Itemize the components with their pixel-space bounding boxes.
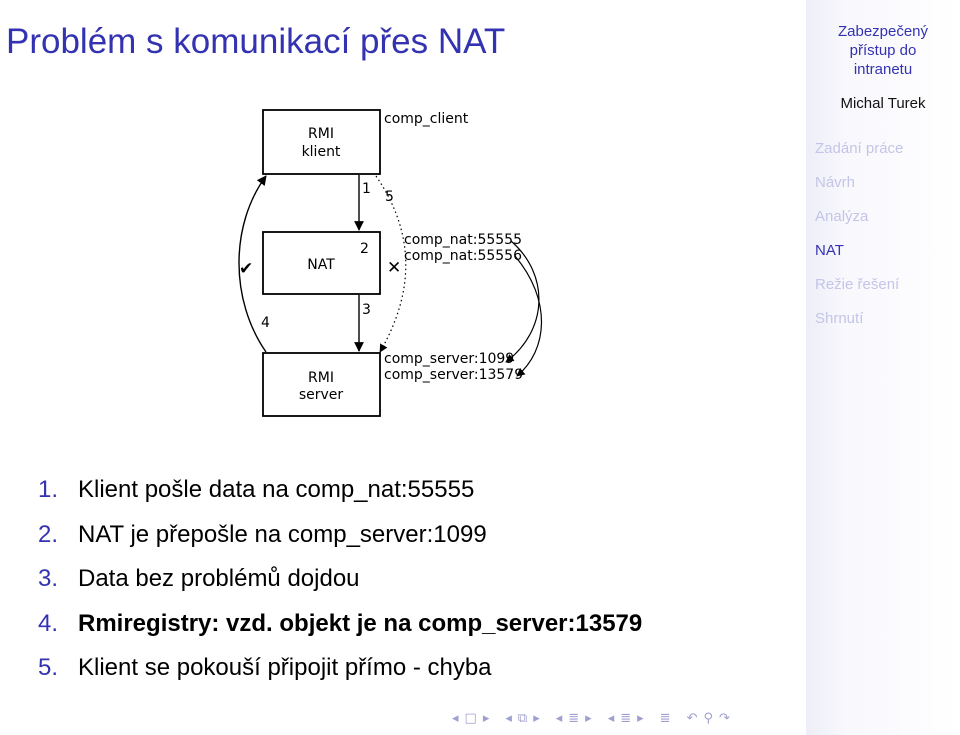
- list-item: [38, 476, 642, 521]
- nav-next-section-icon[interactable]: ▸: [585, 711, 592, 726]
- sidebar-item-nat[interactable]: NAT: [815, 242, 844, 259]
- list-item: [38, 610, 642, 655]
- step-label: 4: [261, 315, 270, 331]
- sidebar-item-zadani-prace[interactable]: Zadání práce: [815, 140, 904, 157]
- rmi-server-label: RMI: [308, 370, 334, 386]
- list-number: 3.: [38, 565, 59, 592]
- nav-section-icon[interactable]: ≣: [568, 711, 580, 726]
- step-label: 3: [362, 302, 371, 318]
- list-number: 2.: [38, 520, 59, 548]
- sidebar-item-rezie-reseni[interactable]: Režie řešení: [815, 276, 900, 293]
- comp-client-label: comp_client: [384, 111, 469, 127]
- list-item: [38, 654, 642, 699]
- nav-next-slide-icon[interactable]: ▸: [637, 711, 644, 726]
- nav-prev-section-icon[interactable]: ◂: [555, 711, 563, 726]
- check-mark: ✔: [239, 259, 254, 279]
- list-text: Klient se pokouší připojit přímo - chyba: [78, 654, 492, 681]
- nat-diagram: [230, 100, 560, 430]
- list-text: Rmiregistry: vzd. objekt je na comp_server:13579: [78, 609, 643, 637]
- nav-prev-frame-icon[interactable]: ◂: [452, 711, 459, 726]
- sidebar: [806, 0, 960, 735]
- nav-prev-subsection-icon[interactable]: ◂: [505, 711, 512, 726]
- step-label: 1: [362, 181, 371, 197]
- sidebar-item-shrnuti[interactable]: Shrnutí: [815, 310, 864, 327]
- sidebar-item-analyza[interactable]: Analýza: [815, 208, 869, 225]
- nav-frame-icon[interactable]: □: [464, 711, 477, 726]
- list-item: [38, 565, 642, 610]
- sidebar-title-line: Zabezpečený: [837, 23, 929, 40]
- list-text: Data bez problémů dojdou: [78, 565, 360, 592]
- sidebar-title-line: intranetu: [853, 61, 913, 78]
- rmi-client-label: RMI: [308, 126, 334, 142]
- comp-nat-port-label: comp_nat:55555: [404, 232, 522, 248]
- nav-forward-icon[interactable]: ↷: [719, 711, 730, 726]
- nav-next-frame-icon[interactable]: ▸: [482, 711, 490, 726]
- sidebar-nav: [806, 132, 960, 336]
- nav-next-subsection-icon[interactable]: ▸: [533, 711, 540, 726]
- nav-back-icon[interactable]: ↶: [686, 711, 698, 726]
- nav-slide-icon[interactable]: ≣: [620, 711, 632, 726]
- list-item: [38, 521, 642, 566]
- list-text: Klient pošle data na comp_nat:55555: [78, 476, 475, 503]
- rmi-client-label: klient: [301, 144, 341, 160]
- rmi-server-label: server: [298, 387, 344, 403]
- list-number: 5.: [38, 654, 59, 681]
- list-text: NAT je přepošle na comp_server:1099: [78, 520, 487, 548]
- comp-nat-port-label: comp_nat:55556: [404, 248, 522, 264]
- sidebar-title-line: přístup do: [849, 42, 917, 59]
- nav-search-icon[interactable]: ⚲: [703, 711, 713, 726]
- step-label: 2: [360, 241, 369, 257]
- step-list: [38, 476, 642, 699]
- list-number: 1.: [38, 476, 59, 503]
- list-number: 4.: [38, 609, 59, 637]
- rmi-client-box: [263, 110, 380, 174]
- beamer-navigation-bar: [452, 709, 802, 729]
- cross-mark: ✕: [387, 258, 402, 278]
- slide-title: Problém s komunikací přes NAT: [6, 22, 506, 61]
- nav-toc-icon[interactable]: ≣: [659, 711, 671, 726]
- step-label: 5: [385, 189, 394, 205]
- sidebar-item-navrh[interactable]: Návrh: [815, 174, 856, 191]
- sidebar-title[interactable]: [806, 22, 960, 79]
- nat-box-label: NAT: [307, 257, 335, 273]
- sidebar-author[interactable]: Michal Turek: [840, 95, 926, 112]
- comp-server-port-label: comp_server:13579: [384, 367, 524, 383]
- nav-prev-slide-icon[interactable]: ◂: [607, 711, 615, 726]
- comp-server-port-label: comp_server:1099: [384, 351, 515, 367]
- nav-subsection-icon[interactable]: ⧉: [517, 711, 528, 726]
